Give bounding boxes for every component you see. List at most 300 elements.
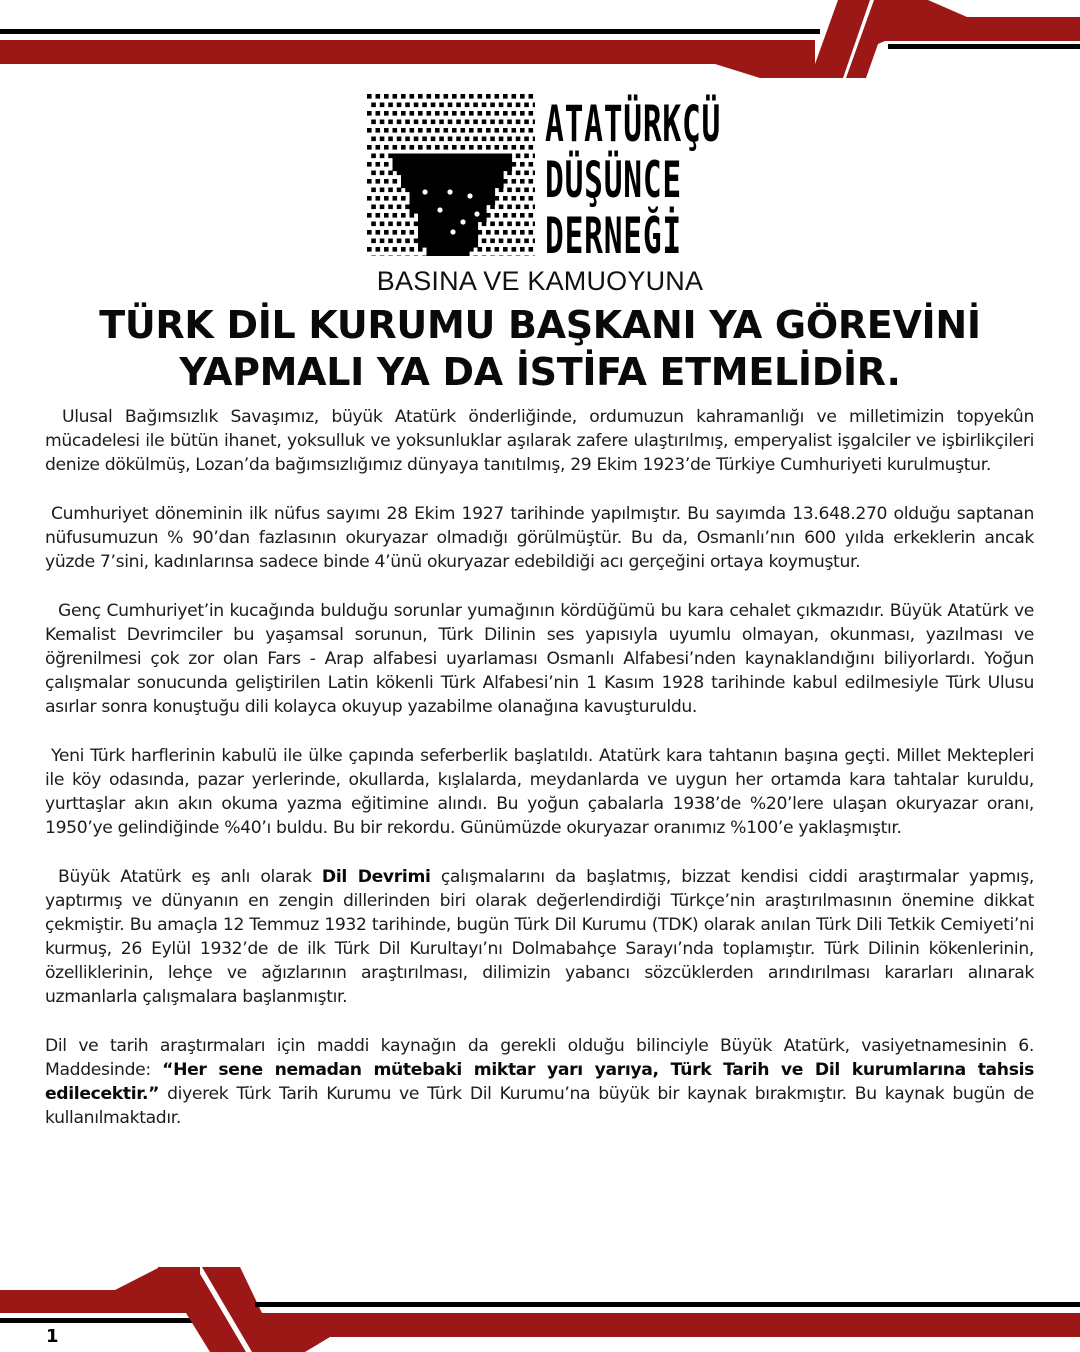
halftone-dot [410, 145, 415, 150]
halftone-dot [376, 213, 381, 218]
halftone-dot [465, 103, 470, 108]
halftone-dot [512, 213, 517, 218]
halftone-dot [384, 128, 389, 133]
halftone-dot [448, 137, 453, 142]
halftone-dot [380, 205, 385, 210]
halftone-dot [461, 94, 466, 99]
halftone-dot [503, 247, 508, 252]
halftone-dot [503, 179, 508, 184]
halftone-dot [393, 247, 398, 252]
halftone-dot [478, 162, 487, 171]
halftone-dot [397, 222, 402, 227]
halftone-dot [435, 239, 444, 248]
halftone-dot [503, 111, 508, 116]
halftone-dot [427, 213, 436, 222]
halftone-dot [503, 196, 508, 201]
halftone-dot [422, 137, 427, 142]
halftone-dot [418, 196, 427, 205]
halftone-dot [478, 247, 483, 252]
halftone-dot [435, 247, 444, 256]
halftone-dot [473, 120, 478, 125]
halftone-dot [367, 213, 372, 218]
halftone-dot [439, 137, 444, 142]
halftone-dot [444, 247, 453, 256]
halftone-dot [499, 239, 504, 244]
halftone-dot [461, 128, 466, 133]
headline-line-1: TÜRK DİL KURUMU BAŞKANI YA GÖREVİNİ [99, 303, 981, 347]
halftone-dot [435, 145, 440, 150]
halftone-dot [376, 94, 381, 99]
halftone-dot [469, 128, 474, 133]
halftone-dot [452, 111, 457, 116]
halftone-dot [414, 222, 419, 227]
halftone-dot [524, 256, 529, 257]
halftone-dot [507, 256, 512, 257]
halftone-dot [435, 188, 444, 197]
halftone-dot [469, 94, 474, 99]
halftone-dot [452, 94, 457, 99]
halftone-dot [490, 120, 495, 125]
halftone-dot [418, 94, 423, 99]
halftone-dot [520, 179, 525, 184]
halftone-dot [427, 230, 436, 239]
halftone-dot [486, 196, 495, 205]
halftone-dot [516, 120, 521, 125]
halftone-dot [478, 128, 483, 133]
statement-body [45, 405, 1034, 1155]
halftone-dot [482, 222, 487, 227]
halftone-dot [503, 230, 508, 235]
halftone-dot [452, 239, 461, 248]
halftone-dot [410, 128, 415, 133]
halftone-dot [507, 239, 512, 244]
halftone-dot [490, 222, 495, 227]
halftone-dot [401, 230, 406, 235]
halftone-dot [524, 171, 529, 176]
halftone-dot [524, 239, 529, 244]
paragraph-2: Cumhuriyet döneminin ilk nüfus sayımı 28 Ekim 1927 tarihinde yapılmıştır. Bu sayımda 13.648.270 olduğu saptanan nüfusumuzun % 90’dan fazlasının okuryazar olmadığı görülmüştür. Bu da, Osmanlı’nın 600 yılda erkeklerin ancak yüzde 7’sini, kadınlarınsa sadece binde 4’ünü okuryazar edebildiği acı gerçeğini ortaya koymuştur. [45, 504, 1034, 572]
halftone-dot [516, 222, 521, 227]
halftone-dot [435, 230, 444, 239]
logo-word-3: DERNEĞİ [545, 207, 682, 266]
halftone-dot [529, 230, 534, 235]
halftone-dot [435, 213, 444, 222]
halftone-dot [418, 145, 423, 150]
paragraph-5 [45, 865, 1034, 1009]
halftone-dot [452, 154, 461, 163]
halftone-dot [490, 256, 495, 257]
halftone-dot [461, 154, 470, 163]
halftone-dot [405, 205, 410, 210]
halftone-dot [401, 247, 406, 252]
halftone-dot [393, 213, 398, 218]
halftone-dot [452, 162, 461, 171]
halftone-dot [495, 94, 500, 99]
halftone-dot [439, 103, 444, 108]
halftone-dot [486, 188, 495, 197]
top-red-band-left [0, 40, 815, 64]
halftone-dot [427, 222, 436, 231]
paragraph-6-rest: diyerek Türk Tarih Kurumu ve Türk Dil Kurumu’na büyük bir kaynak bırakmıştır. Bu kaynak bugün de kullanılmaktadır. [45, 1084, 1034, 1128]
halftone-dot [401, 154, 410, 163]
halftone-dot [495, 111, 500, 116]
halftone-dot [507, 103, 512, 108]
halftone-dot [452, 213, 461, 222]
halftone-dot [529, 94, 534, 99]
halftone-dot [486, 247, 491, 252]
halftone-dot [388, 154, 393, 159]
halftone-dot [452, 179, 461, 188]
halftone-dot [384, 111, 389, 116]
halftone-dot [478, 171, 487, 180]
halftone-dot [469, 239, 478, 248]
halftone-dot [533, 120, 535, 125]
halftone-highlight [460, 219, 465, 224]
halftone-dot [414, 120, 419, 125]
halftone-dot [444, 239, 453, 248]
top-black-line-right [888, 44, 1080, 49]
halftone-dot [371, 154, 376, 159]
halftone-dot [410, 196, 419, 205]
halftone-dot [482, 256, 487, 257]
paragraph-6 [45, 1034, 1034, 1130]
halftone-dot [410, 179, 419, 188]
halftone-dot [444, 171, 453, 180]
halftone-dot [512, 196, 517, 201]
halftone-dot [405, 256, 410, 257]
halftone-dot [516, 205, 521, 210]
halftone-dot [418, 111, 423, 116]
halftone-dot [388, 205, 393, 210]
halftone-dot [427, 247, 436, 256]
halftone-dot [427, 111, 432, 116]
halftone-dot [524, 137, 529, 142]
halftone-dot [461, 230, 470, 239]
halftone-dot [435, 154, 444, 163]
top-stripe-decoration [0, 0, 1080, 90]
halftone-dot [397, 205, 402, 210]
halftone-dot [520, 230, 525, 235]
halftone-dot [533, 171, 535, 176]
paragraph-3: Genç Cumhuriyet’in kucağında bulduğu sorunlar yumağının kördüğümü bu kara cehalet çıkmazıdır. Büyük Atatürk ve Kemalist Devrimciler bu yaşamsal sorunun, Türk Dilinin ses yapısıyla uyumlu olmayan, okunması, yazılması ve öğrenilmesi çok zor olan Fars - Arap alfabesi uyarlaması Osmanlı Alfabesi’nden kaynaklandığını biliyorlardı. Yoğun çalışmalar sonucunda geliştirilen Latin kökenli Türk Alfabesi’nin 1 Kasım 1928 tarihinde kabul edilmesiyle Türk Ulusu asırlar sonra konuştuğu dili kolayca okuyup yazabilme olanağına kavuşturuldu. [45, 601, 1034, 717]
halftone-dot [444, 111, 449, 116]
halftone-dot [486, 213, 491, 218]
halftone-dot [503, 128, 508, 133]
halftone-dot [405, 188, 410, 193]
halftone-dot [376, 230, 381, 235]
halftone-dot [533, 256, 535, 257]
halftone-dot [452, 188, 461, 197]
halftone-dot [401, 196, 406, 201]
halftone-dot [533, 103, 535, 108]
halftone-dot [418, 171, 427, 180]
halftone-dot [461, 171, 470, 180]
halftone-dot [478, 111, 483, 116]
halftone-dot [465, 120, 470, 125]
halftone-dot [495, 162, 504, 171]
halftone-dot [401, 179, 410, 188]
halftone-dot [516, 103, 521, 108]
halftone-dot [465, 256, 470, 257]
halftone-dot [444, 205, 453, 214]
halftone-dot [439, 120, 444, 125]
halftone-dot [529, 111, 534, 116]
halftone-dot [367, 196, 372, 201]
halftone-dot [529, 128, 534, 133]
halftone-dot [495, 247, 500, 252]
halftone-dot [533, 222, 535, 227]
halftone-dot [507, 137, 512, 142]
halftone-dot [427, 145, 432, 150]
halftone-dot [503, 162, 512, 171]
halftone-dot [495, 230, 500, 235]
halftone-dot [482, 137, 487, 142]
halftone-dot [380, 222, 385, 227]
halftone-dot [512, 247, 517, 252]
halftone-dot [393, 94, 398, 99]
halftone-dot [507, 120, 512, 125]
halftone-dot [393, 162, 402, 171]
halftone-dot [422, 103, 427, 108]
halftone-dot [444, 145, 449, 150]
halftone-dot [371, 120, 376, 125]
halftone-dot [486, 230, 491, 235]
halftone-dot [452, 247, 461, 256]
bottom-stripe-decoration [0, 1252, 1080, 1352]
halftone-dot [401, 145, 406, 150]
halftone-dot [469, 171, 478, 180]
halftone-dot [444, 213, 453, 222]
halftone-dot [444, 196, 453, 205]
halftone-dot [461, 162, 470, 171]
halftone-dot [384, 145, 389, 150]
halftone-dot [444, 154, 453, 163]
halftone-dot [376, 128, 381, 133]
paragraph-5-emphasis: Dil Devrimi [321, 867, 431, 887]
halftone-dot [397, 188, 402, 193]
halftone-dot [503, 213, 508, 218]
halftone-dot [512, 145, 517, 150]
halftone-dot [524, 222, 529, 227]
halftone-dot [435, 179, 444, 188]
halftone-dot [452, 171, 461, 180]
halftone-dot [533, 239, 535, 244]
halftone-dot [410, 205, 419, 214]
halftone-dot [461, 247, 470, 256]
halftone-highlight [474, 211, 479, 216]
halftone-dot [427, 154, 436, 163]
halftone-dot [410, 162, 419, 171]
halftone-dot [473, 256, 478, 257]
halftone-dot [439, 256, 444, 257]
halftone-dot [452, 205, 461, 214]
halftone-dot [503, 154, 512, 163]
logo-wordmark [545, 92, 722, 266]
halftone-dot [410, 247, 415, 252]
halftone-dot [520, 145, 525, 150]
halftone-dot [486, 171, 495, 180]
halftone-highlight [447, 189, 452, 194]
halftone-highlight [467, 193, 472, 198]
halftone-dot [401, 213, 406, 218]
halftone-dot [490, 137, 495, 142]
halftone-dot [524, 120, 529, 125]
halftone-dot [418, 179, 427, 188]
halftone-dot [482, 103, 487, 108]
halftone-dot [524, 188, 529, 193]
halftone-dot [388, 137, 393, 142]
halftone-dot [422, 256, 427, 257]
headline-line-2: YAPMALI YA DA İSTİFA ETMELİDİR. [179, 350, 901, 394]
halftone-dot [435, 222, 444, 231]
halftone-dot [478, 230, 483, 235]
page-number: 1 [46, 1326, 59, 1347]
halftone-dot [469, 247, 474, 252]
paragraph-4: Yeni Türk harflerinin kabulü ile ülke çapında seferberlik başlatıldı. Atatürk kara tahtanın başına geçti. Millet Mektepleri ile köy odasında, pazar yerlerinde, okullarda, kışlalarda, meydanlarda ve uygun her ortamda kara tahtalar kuruldu, yurttaşlar akın akın okuma yazma eğitimine alındı. Bu yoğun çabalarla 1938’de %20’lere ulaşan okuryazar oranı, 1950’ye gelindiğinde %40’ı buldu. Bu bir rekordu. Günümüzde okuryazar oranımız %100’e yaklaşmıştır. [45, 746, 1034, 838]
halftone-dot [427, 239, 436, 248]
halftone-dot [448, 120, 453, 125]
halftone-dot [384, 230, 389, 235]
halftone-dot [461, 111, 466, 116]
halftone-dot [418, 128, 423, 133]
halftone-dot [452, 222, 461, 231]
halftone-dot [393, 179, 398, 184]
bottom-black-line-left [0, 1318, 192, 1323]
halftone-dot [384, 213, 389, 218]
halftone-dot [495, 179, 504, 188]
halftone-dot [533, 137, 535, 142]
halftone-dot [516, 154, 521, 159]
halftone-dot [376, 196, 381, 201]
halftone-dot [410, 171, 419, 180]
halftone-dot [512, 230, 517, 235]
halftone-dot [512, 179, 517, 184]
halftone-portrait-icon [365, 92, 535, 256]
halftone-dot [499, 120, 504, 125]
halftone-dot [486, 94, 491, 99]
paragraph-6-intro: Dil ve tarih araştırmaları için maddi kaynağın da gerekli olduğu bilinciyle Büyük Atatürk, vasiyetnamesinin 6. Maddesinde: [45, 1036, 1034, 1080]
halftone-dot [388, 222, 393, 227]
halftone-dot [367, 230, 372, 235]
halftone-dot [435, 128, 440, 133]
halftone-dot [533, 154, 535, 159]
halftone-dot [414, 137, 419, 142]
halftone-dot [499, 256, 504, 257]
halftone-dot [456, 137, 461, 142]
halftone-dot [427, 188, 436, 197]
halftone-dot [473, 103, 478, 108]
halftone-dot [452, 128, 457, 133]
halftone-dot [397, 103, 402, 108]
halftone-dot [507, 171, 512, 176]
press-kicker: BASINA VE KAMUOYUNA [376, 266, 704, 296]
halftone-dot [524, 103, 529, 108]
halftone-dot [507, 188, 512, 193]
halftone-dot [371, 188, 376, 193]
halftone-dot [444, 162, 453, 171]
halftone-dot [427, 179, 436, 188]
halftone-dot [478, 145, 483, 150]
halftone-dot [401, 94, 406, 99]
halftone-dot [384, 162, 389, 167]
halftone-dot [456, 120, 461, 125]
halftone-dot [533, 188, 535, 193]
halftone-dot [367, 145, 372, 150]
halftone-dot [393, 145, 398, 150]
halftone-dot [410, 154, 419, 163]
halftone-dot [380, 103, 385, 108]
halftone-dot [401, 162, 410, 171]
halftone-dot [520, 196, 525, 201]
halftone-dot [427, 196, 436, 205]
halftone-dot [393, 230, 398, 235]
halftone-dot [380, 120, 385, 125]
halftone-dot [376, 162, 381, 167]
halftone-dot [418, 247, 423, 252]
halftone-dot [461, 205, 470, 214]
halftone-dot [410, 94, 415, 99]
halftone-dot [410, 213, 415, 218]
halftone-dot [529, 162, 534, 167]
halftone-dot [435, 162, 444, 171]
halftone-dot [444, 222, 453, 231]
halftone-dot [380, 188, 385, 193]
halftone-dot [444, 179, 453, 188]
halftone-dot [469, 179, 478, 188]
halftone-dot [384, 179, 389, 184]
halftone-dot [410, 111, 415, 116]
halftone-dot [367, 247, 372, 252]
halftone-dot [486, 128, 491, 133]
halftone-dot [418, 162, 427, 171]
halftone-dot [456, 256, 461, 257]
halftone-dot [495, 213, 500, 218]
halftone-highlight [422, 189, 427, 194]
halftone-dot [418, 213, 427, 222]
halftone-dot [431, 120, 436, 125]
halftone-dot [512, 128, 517, 133]
halftone-dot [529, 247, 534, 252]
halftone-dot [478, 154, 487, 163]
halftone-dot [482, 239, 487, 244]
halftone-dot [478, 179, 487, 188]
halftone-dot [473, 137, 478, 142]
halftone-dot [495, 154, 504, 163]
halftone-dot [410, 230, 415, 235]
halftone-dot [427, 171, 436, 180]
halftone-dot [431, 256, 436, 257]
halftone-dot [401, 171, 410, 180]
halftone-dot [393, 128, 398, 133]
halftone-dot [371, 137, 376, 142]
halftone-dot [448, 103, 453, 108]
halftone-dot [401, 111, 406, 116]
halftone-dot [427, 162, 436, 171]
halftone-dot [469, 154, 478, 163]
halftone-dot [495, 171, 504, 180]
halftone-dot [469, 230, 478, 239]
top-red-band-right [965, 17, 1080, 41]
halftone-dot [469, 111, 474, 116]
halftone-dot [418, 205, 427, 214]
halftone-dot [393, 111, 398, 116]
halftone-dot [371, 239, 376, 244]
halftone-dot [499, 137, 504, 142]
halftone-dot [499, 222, 504, 227]
halftone-dot [393, 154, 402, 163]
halftone-dot [529, 179, 534, 184]
halftone-dot [520, 111, 525, 116]
